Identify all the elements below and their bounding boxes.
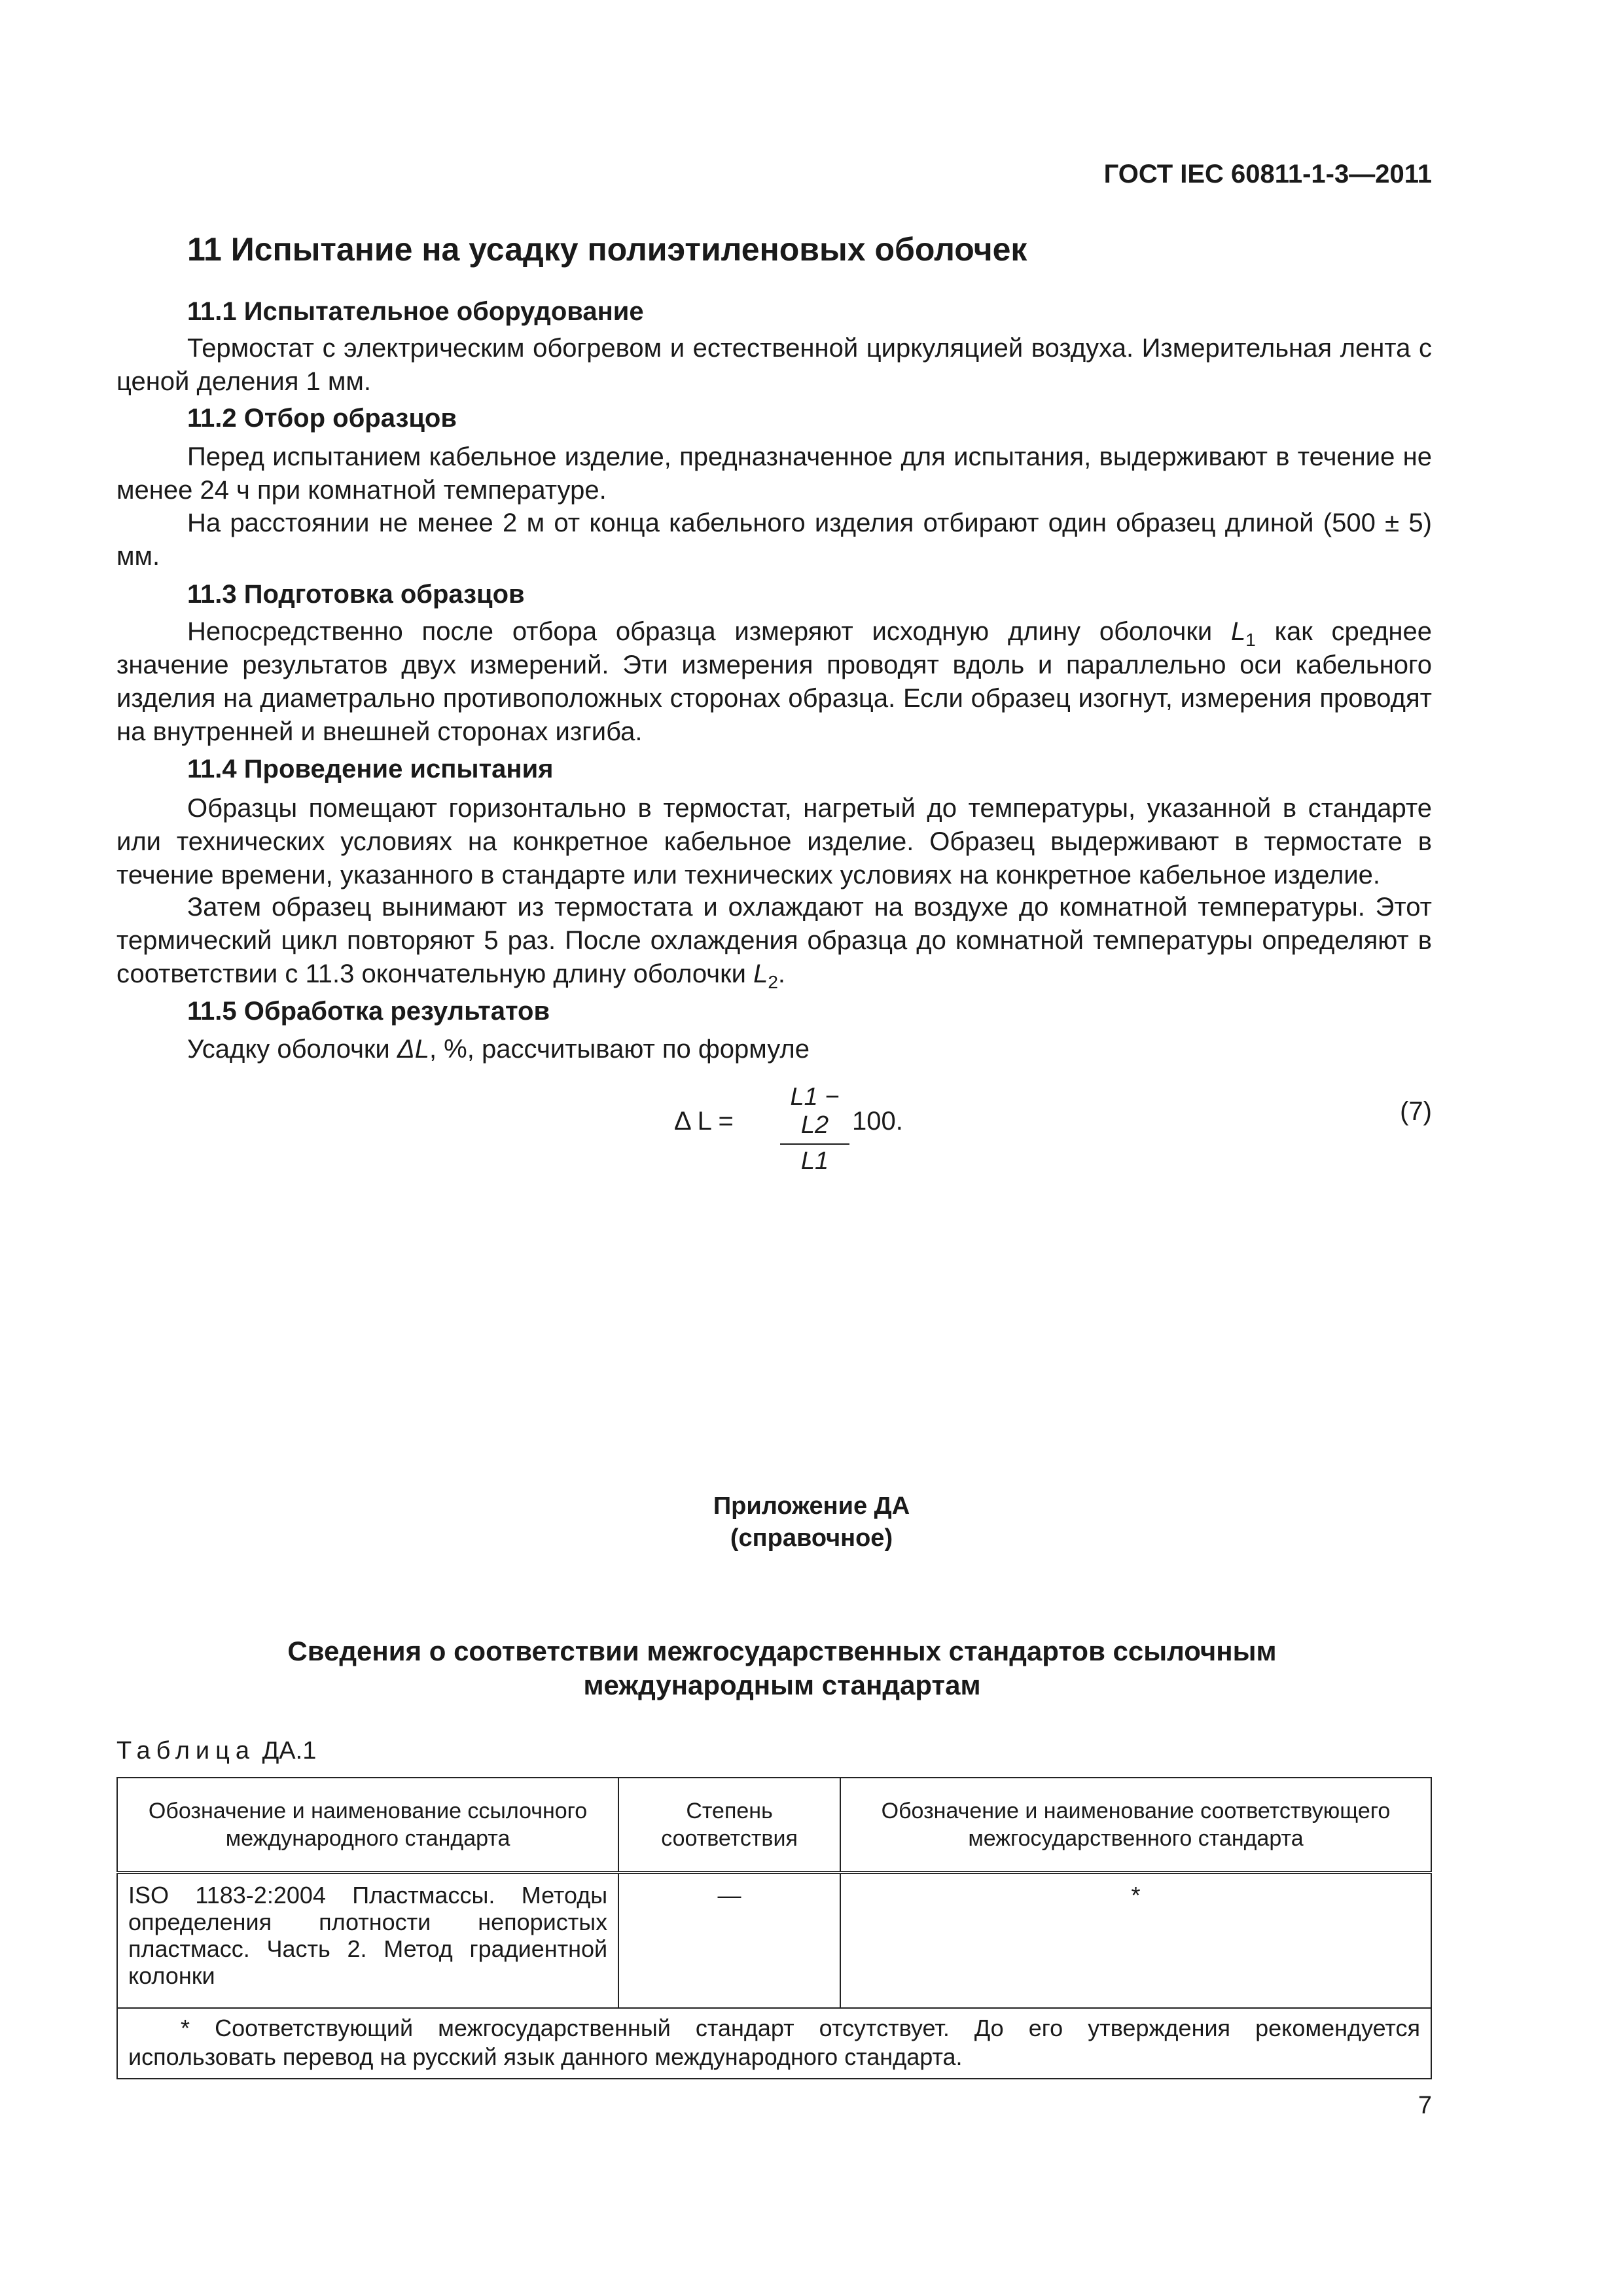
paragraph: Непосредственно после отбора образца измеряют исходную длину оболочки $L_1$ как среднее значение результатов двух измерений. Эти измерения проводят вдоль и параллельно оси кабельного изделия на диаметрально противоположных сторонах образца. Если образец изогнут, измерения проводят на внутренней и внешней сторонах изгиба. xyxy=(116,617,1432,746)
appendix-kind: (справочное) xyxy=(730,1524,893,1552)
table-caption xyxy=(116,1737,316,1765)
paragraph: Образцы помещают горизонтально в термостат, нагретый до температуры, указанной в стандарте или технических условиях на конкретное кабельное изделие. Образец выдерживают в термостате в течение времени, указанного в стандарте или технических условиях на конкретное кабельное изделие. xyxy=(116,794,1432,889)
formula-fraction xyxy=(780,1083,849,1175)
table-header-cell: Обозначение и наименование ссылочного международного стандарта xyxy=(117,1778,618,1873)
subsection-title-11-2: 11.2 Отбор образцов xyxy=(187,404,457,433)
table-header-row xyxy=(117,1778,1431,1873)
formula xyxy=(674,1083,910,1175)
subsection-title-11-1: 11.1 Испытательное оборудование xyxy=(187,297,644,326)
table-cell: ISO 1183-2:2004 Пластмассы. Методы определения плотности непористых пластмасс. Часть 2. Метод градиентной колонки xyxy=(117,1873,618,2008)
formula-numerator: L1 − L2 xyxy=(790,1083,840,1139)
paragraph: На расстоянии не менее 2 м от конца кабельного изделия отбирают один образец длиной (500 ± 5) мм. xyxy=(116,509,1432,571)
table-caption-id: ДА.1 xyxy=(262,1737,317,1765)
paragraph: Затем образец вынимают из термостата и охлаждают на воздухе до комнатной температуры. Этот термический цикл повторяют 5 раз. После охлаждения образца до комнатной температуры определяют в соответствии с 11.3 окончательную длину оболочки $L_2$. xyxy=(116,893,1432,992)
standard-code: ГОСТ IEC 60811-1-3—2011 xyxy=(1103,160,1432,188)
formula-denominator: L1 xyxy=(800,1147,829,1175)
paragraph: Усадку оболочки ΔL, %, рассчитывают по формуле xyxy=(187,1035,810,1064)
section-title: 11 Испытание на усадку полиэтиленовых оболочек xyxy=(187,231,1027,268)
subsection-title-11-4: 11.4 Проведение испытания xyxy=(187,755,554,783)
appendix-label: Приложение ДА xyxy=(713,1492,910,1520)
fraction-bar xyxy=(780,1143,849,1145)
table-cell: — xyxy=(618,1873,840,2008)
subsection-title-11-5: 11.5 Обработка результатов xyxy=(187,997,550,1026)
formula-lhs: Δ L = xyxy=(674,1107,734,1136)
appendix-title: Сведения о соответствии межгосударственных стандартов ссылочным международным стандартам xyxy=(287,1636,1277,1700)
table-footnote-row xyxy=(117,2008,1431,2079)
page-number: 7 xyxy=(1418,2092,1432,2119)
table-header-cell: Обозначение и наименование соответствующего межгосударственного стандарта xyxy=(840,1778,1431,1873)
equation-number: (7) xyxy=(1400,1097,1432,1126)
paragraph: Термостат с электрическим обогревом и естественной циркуляцией воздуха. Измерительная лента с ценой деления 1 мм. xyxy=(116,334,1432,396)
table-footnote: * Соответствующий межгосударственный стандарт отсутствует. До его утверждения рекомендуется использовать перевод на русский язык данного международного стандарта. xyxy=(117,2008,1431,2079)
table-caption-word: Таблица xyxy=(116,1737,255,1765)
formula-tail: 100. xyxy=(852,1107,903,1136)
paragraph: Перед испытанием кабельное изделие, предназначенное для испытания, выдерживают в течение не менее 24 ч при комнатной температуре. xyxy=(116,442,1432,505)
table-cell: * xyxy=(840,1873,1431,2008)
subsection-title-11-3: 11.3 Подготовка образцов xyxy=(187,580,525,609)
table-row xyxy=(117,1873,1431,2008)
correspondence-table xyxy=(116,1777,1432,2079)
table-header-cell: Степень соответствия xyxy=(618,1778,840,1873)
